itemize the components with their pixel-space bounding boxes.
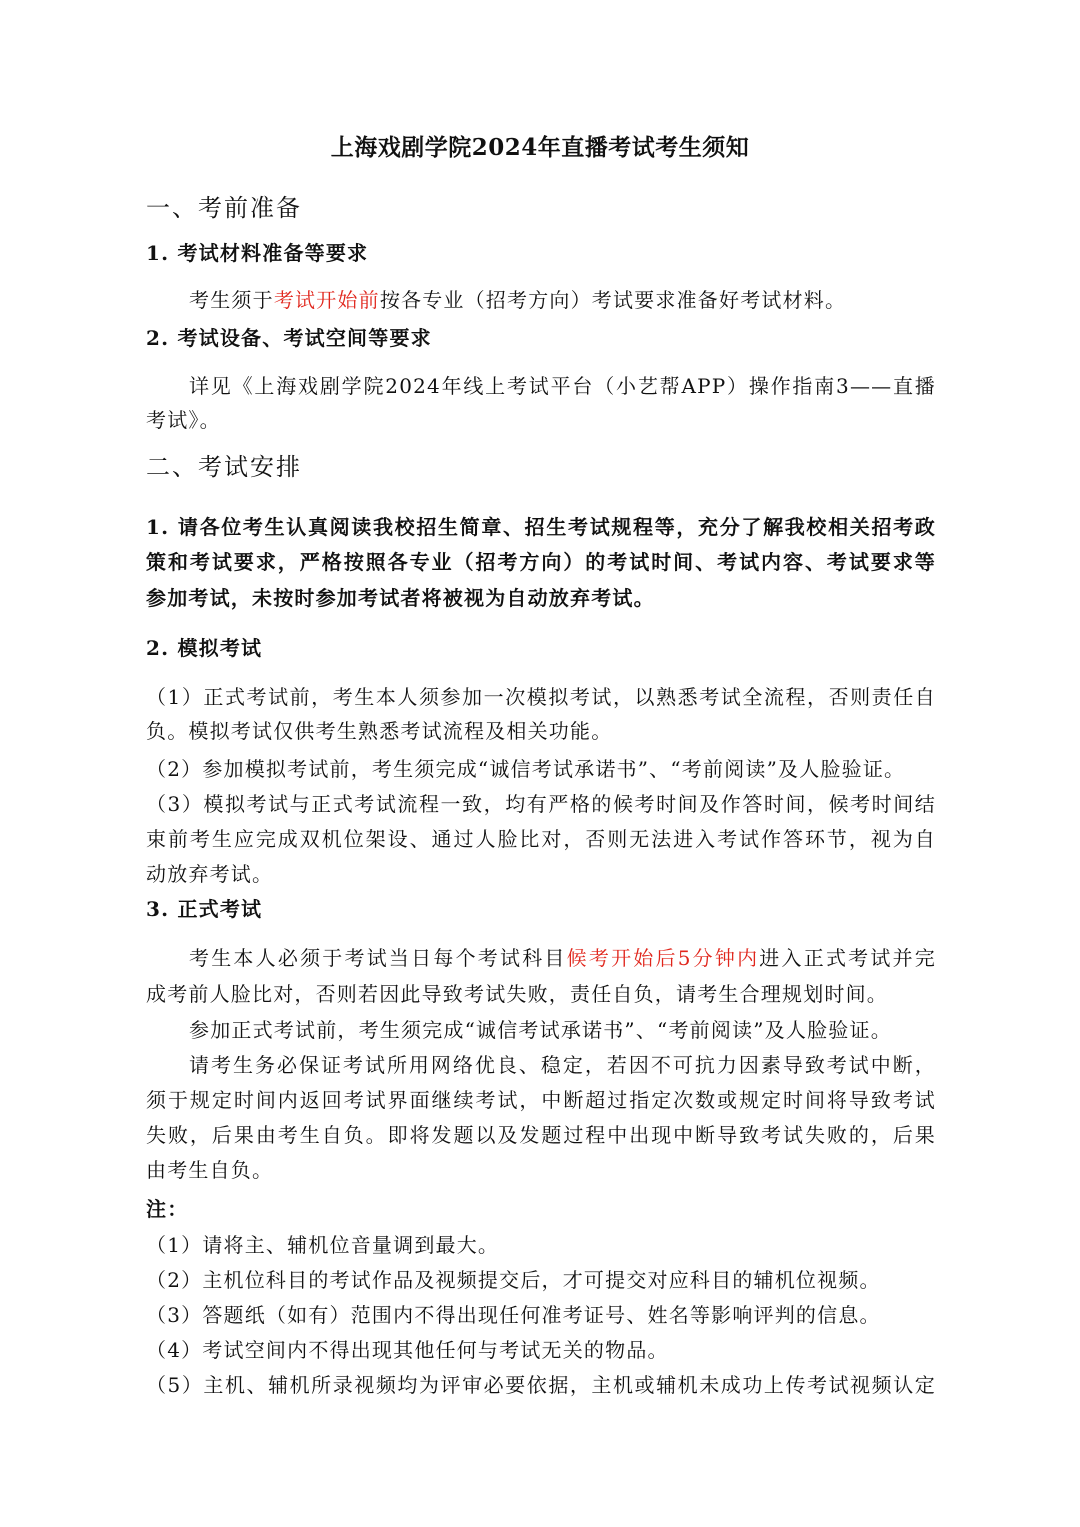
paragraph-materials bbox=[189, 285, 936, 315]
formal-paragraph-3-line2: 须于规定时间内返回考试界面继续考试，中断超过指定次数或规定时间将导致考试 bbox=[146, 1088, 936, 1112]
highlight-text: 候考开始后5分钟内 bbox=[566, 946, 760, 970]
mock-item-1-line1: （1）正式考试前，考生本人须参加一次模拟考试，以熟悉考试全流程，否则责任自 bbox=[146, 685, 936, 709]
item-heading-equipment: 2. 考试设备、考试空间等要求 bbox=[146, 326, 432, 350]
paragraph-notice-line2: 策和考试要求，严格按照各专业（招考方向）的考试时间、考试内容、考试要求等 bbox=[146, 550, 936, 574]
text-segment: 进入正式考试并完 bbox=[759, 946, 936, 970]
formal-paragraph-1-line2: 成考前人脸比对，否则若因此导致考试失败，责任自负，请考生合理规划时间。 bbox=[146, 982, 888, 1006]
note-label: 注： bbox=[146, 1197, 189, 1221]
highlight-text: 考试开始前 bbox=[273, 288, 380, 312]
note-item-5: （5）主机、辅机所录视频均为评审必要依据，主机或辅机未成功上传考试视频认定 bbox=[146, 1373, 936, 1397]
item-heading-formal-exam: 3. 正式考试 bbox=[146, 897, 263, 921]
mock-item-2: （2）参加模拟考试前，考生须完成“诚信考试承诺书”、“考前阅读”及人脸验证。 bbox=[146, 757, 906, 781]
mock-item-3-line3: 动放弃考试。 bbox=[146, 862, 274, 886]
formal-paragraph-3-line1: 请考生务必保证考试所用网络优良、稳定，若因不可抗力因素导致考试中断， bbox=[189, 1053, 936, 1077]
item-heading-mock-exam: 2. 模拟考试 bbox=[146, 636, 263, 660]
text-segment: 考生须于 bbox=[189, 288, 274, 312]
note-item-2: （2）主机位科目的考试作品及视频提交后，才可提交对应科目的辅机位视频。 bbox=[146, 1268, 881, 1292]
text-segment: 考生本人必须于考试当日每个考试科目 bbox=[189, 946, 567, 970]
mock-item-1-line2: 负。模拟考试仅供考生熟悉考试流程及相关功能。 bbox=[146, 719, 613, 743]
formal-paragraph-2: 参加正式考试前，考生须完成“诚信考试承诺书”、“考前阅读”及人脸验证。 bbox=[189, 1018, 892, 1042]
paragraph-notice-line3: 参加考试，未按时参加考试者将被视为自动放弃考试。 bbox=[146, 586, 655, 610]
item-heading-materials: 1. 考试材料准备等要求 bbox=[146, 241, 369, 265]
paragraph-equipment-line1: 详见《上海戏剧学院2024年线上考试平台（小艺帮APP）操作指南3——直播 bbox=[189, 374, 936, 398]
note-item-1: （1）请将主、辅机位音量调到最大。 bbox=[146, 1233, 500, 1257]
paragraph-notice-line1: 1. 请各位考生认真阅读我校招生简章、招生考试规程等，充分了解我校相关招考政 bbox=[146, 515, 936, 539]
formal-paragraph-1-line1 bbox=[189, 943, 936, 973]
formal-paragraph-3-line4: 由考生自负。 bbox=[146, 1158, 274, 1182]
paragraph-equipment-line2: 考试》。 bbox=[146, 408, 221, 432]
note-item-3: （3）答题纸（如有）范围内不得出现任何准考证号、姓名等影响评判的信息。 bbox=[146, 1303, 881, 1327]
mock-item-3-line1: （3）模拟考试与正式考试流程一致，均有严格的候考时间及作答时间，候考时间结 bbox=[146, 792, 936, 816]
note-item-4: （4）考试空间内不得出现其他任何与考试无关的物品。 bbox=[146, 1338, 669, 1362]
section-heading-arrangement: 二、考试安排 bbox=[146, 453, 302, 481]
text-segment: 按各专业（招考方向）考试要求准备好考试材料。 bbox=[379, 288, 847, 312]
mock-item-3-line2: 束前考生应完成双机位架设、通过人脸比对，否则无法进入考试作答环节，视为自 bbox=[146, 827, 936, 851]
formal-paragraph-3-line3: 失败，后果由考生自负。即将发题以及发题过程中出现中断导致考试失败的，后果 bbox=[146, 1123, 936, 1147]
section-heading-preparation: 一、考前准备 bbox=[146, 194, 302, 222]
document-title: 上海戏剧学院2024年直播考试考生须知 bbox=[330, 134, 750, 161]
